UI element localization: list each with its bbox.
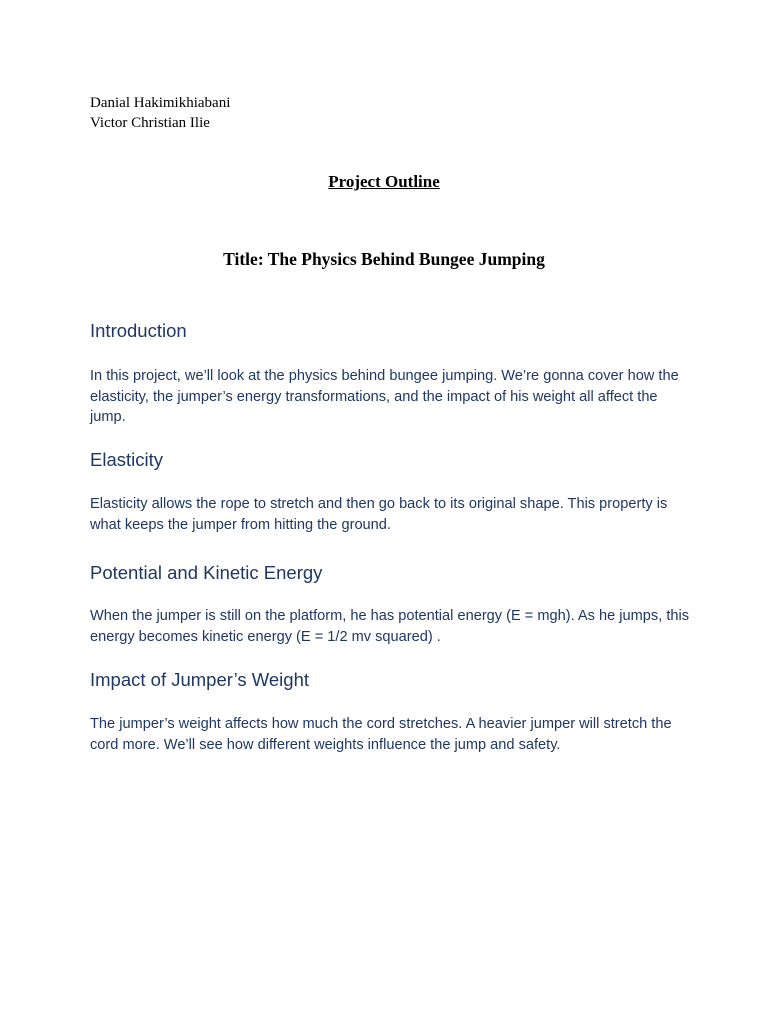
section-body-elasticity: Elasticity allows the rope to stretch and then go back to its original shape. This property is what keeps the jumper from hitting the ground. [90,496,668,533]
document-heading: Project Outline [328,172,440,191]
section-body-introduction: In this project, we’ll look at the physics behind bungee jumping. We’re gonna cover how the elasticity, the jumper’s energy transformations, and the impact of his weight all affect the jump. [90,368,679,425]
section-body-weight: The jumper’s weight affects how much the cord stretches. A heavier jumper will stretch the cord more. We’ll see how different weights influence the jump and safety. [90,716,672,753]
author-name: Danial Hakimikhiabani [90,95,231,111]
section-body-energy: When the jumper is still on the platform, he has potential energy (E = mgh). As he jumps, this energy becomes kinetic energy (E = 1/2 mv squared) . [90,608,690,645]
section-heading-weight: Impact of Jumper’s Weight [90,669,310,690]
section-heading-energy: Potential and Kinetic Energy [90,562,323,583]
author-block [90,93,230,133]
document-title: Title: The Physics Behind Bungee Jumping [223,249,545,269]
section-heading-elasticity: Elasticity [90,449,163,470]
author-name: Victor Christian Ilie [90,115,210,131]
section-heading-introduction: Introduction [90,320,187,341]
